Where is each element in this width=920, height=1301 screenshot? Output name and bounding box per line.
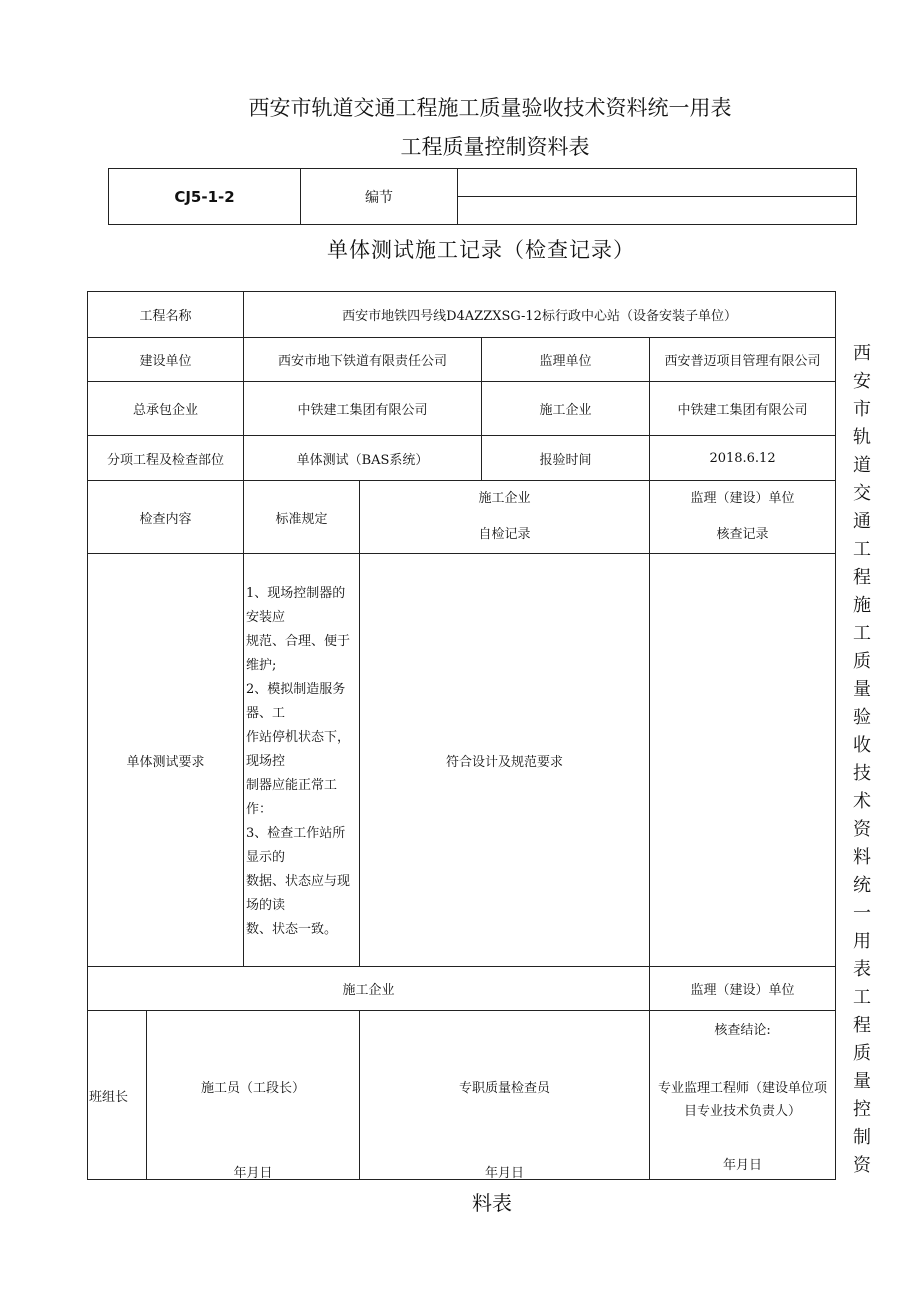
constructor-label: 施工员（工段长） xyxy=(201,1081,306,1096)
signature-supervision-label: 监理（建设）单位 xyxy=(650,967,836,1011)
standard-line: 2、模拟制造服务器、工 xyxy=(246,682,346,721)
supervisor-engineer-line2: 目专业技术负责人） xyxy=(684,1104,802,1119)
standard-line: 数、状态一致。 xyxy=(246,922,338,937)
form-code: CJ5-1-2 xyxy=(109,169,301,225)
standard-header: 标准规定 xyxy=(244,481,360,554)
subitem-label: 分项工程及检查部位 xyxy=(88,436,244,481)
supervisor-engineer xyxy=(650,1077,835,1123)
review-date: 年月日 xyxy=(723,1158,763,1173)
review-conclusion-label: 核查结论: xyxy=(714,1023,771,1038)
code-table xyxy=(108,168,857,225)
construction-company-value: 中铁建工集团有限公司 xyxy=(650,382,836,436)
record-table xyxy=(87,291,836,1180)
self-check-header xyxy=(360,481,650,554)
self-check-header-line1: 施工企业 xyxy=(478,491,531,506)
quality-inspector-cell xyxy=(360,1011,650,1180)
signature-company-label: 施工企业 xyxy=(88,967,650,1011)
review-conclusion-cell xyxy=(650,1011,836,1180)
standard-line: 数据、状态应与现场的读 xyxy=(246,874,351,913)
serial-value-bottom xyxy=(458,197,857,225)
footer-continuation: 料表 xyxy=(472,1191,512,1215)
content-header: 检查内容 xyxy=(88,481,244,554)
team-leader-label: 班组长 xyxy=(88,1011,147,1180)
constructor-date: 年月日 xyxy=(233,1166,273,1181)
general-contractor-value: 中铁建工集团有限公司 xyxy=(244,382,482,436)
standard-line: 规范、合理、便于维护; xyxy=(246,634,351,673)
review-header xyxy=(650,481,836,554)
form-title: 单体测试施工记录（检查记录） xyxy=(327,238,635,262)
supervisor-engineer-line1: 专业监理工程师（建设单位项 xyxy=(658,1081,828,1096)
subitem-value: 单体测试（BAS系统） xyxy=(244,436,482,481)
self-check-record: 符合设计及规范要求 xyxy=(360,554,650,967)
standard-text xyxy=(244,554,360,967)
constructor-cell xyxy=(147,1011,360,1180)
supervisor-value: 西安普迈项目管理有限公司 xyxy=(650,338,836,382)
side-vertical-text: 西安市轨道交通工程施工质量验收技术资料统一用表工程质量控制资 xyxy=(853,343,871,1176)
inspection-content: 单体测试要求 xyxy=(88,554,244,967)
standard-line: 1、现场控制器的安装应 xyxy=(246,586,346,625)
quality-inspector-date: 年月日 xyxy=(485,1166,525,1181)
supervisor-label: 监理单位 xyxy=(482,338,650,382)
builder-value: 西安市地下铁道有限责任公司 xyxy=(244,338,482,382)
standard-line: 作站停机状态下，现场控 xyxy=(246,730,351,769)
inspection-time-label: 报验时间 xyxy=(482,436,650,481)
self-check-header-line2: 自检记录 xyxy=(478,527,531,542)
builder-label: 建设单位 xyxy=(88,338,244,382)
inspection-time-value: 2018.6.12 xyxy=(650,436,836,481)
standard-line: 3、检查工作站所显示的 xyxy=(246,826,346,865)
standard-line: 制器应能正常工作： xyxy=(246,778,338,817)
document-subtitle: 工程质量控制资料表 xyxy=(400,135,590,159)
construction-company-label: 施工企业 xyxy=(482,382,650,436)
project-name-label: 工程名称 xyxy=(88,292,244,338)
review-header-line1: 监理（建设）单位 xyxy=(690,491,795,506)
project-name-value: 西安市地铁四号线D4AZZXSG-12标行政中心站（设备安装子单位） xyxy=(244,292,836,338)
serial-value-top xyxy=(458,169,857,197)
quality-inspector-label: 专职质量检查员 xyxy=(459,1081,551,1096)
document-main-title: 西安市轨道交通工程施工质量验收技术资料统一用表 xyxy=(248,96,732,120)
serial-label: 编节 xyxy=(301,169,458,225)
review-header-line2: 核查记录 xyxy=(716,527,769,542)
general-contractor-label: 总承包企业 xyxy=(88,382,244,436)
review-record xyxy=(650,554,836,967)
